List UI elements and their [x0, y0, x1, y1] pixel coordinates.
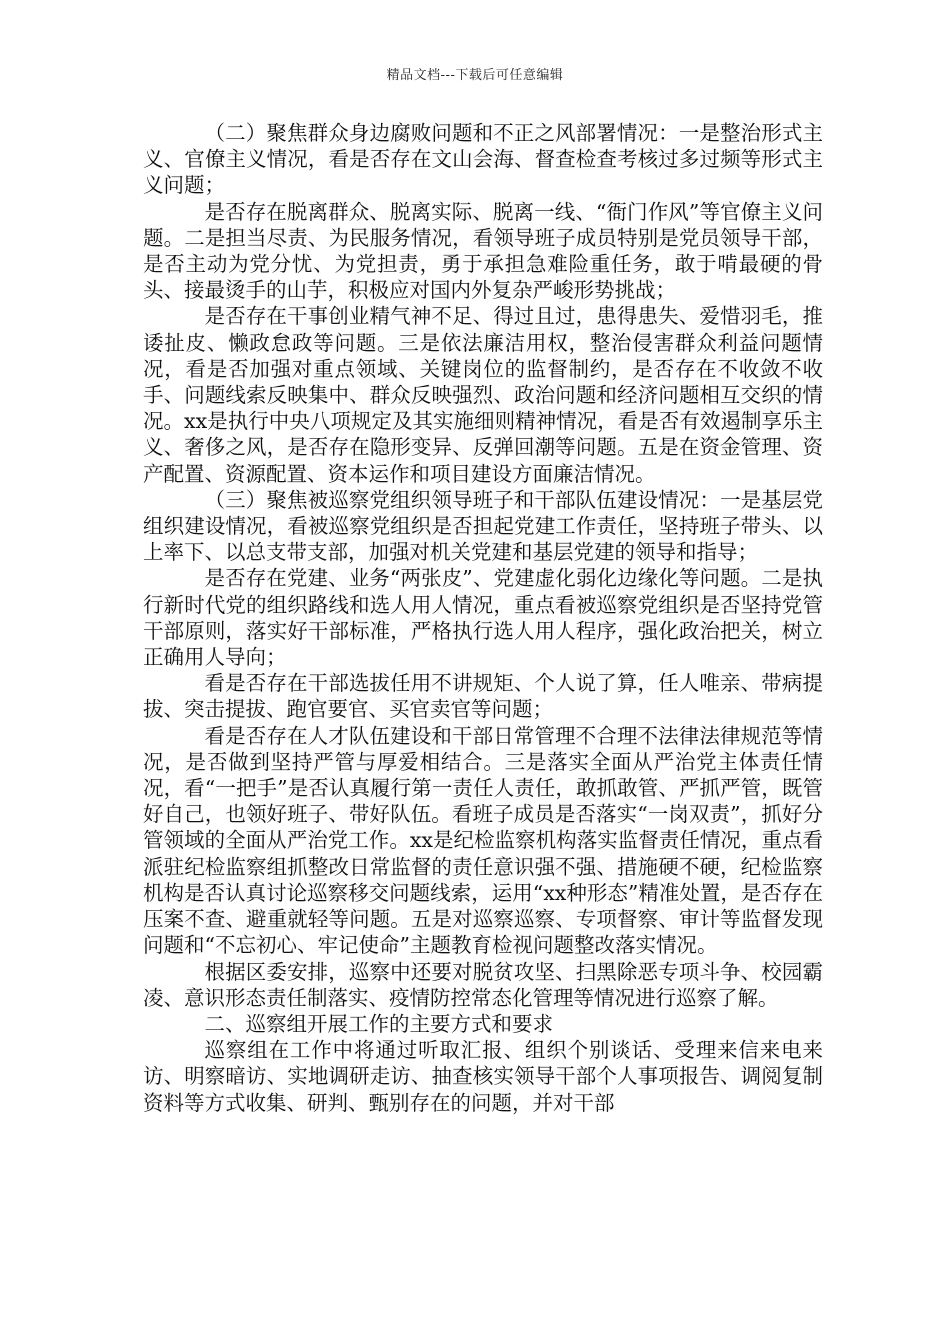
- paragraph: （三）聚焦被巡察党组织领导班子和干部队伍建设情况：一是基层党组织建设情况，看被巡察党组织是否担起党建工作责任，坚持班子带头、以上率下、以总支带支部，加强对机关党建和基层党建的领导和指导；: [143, 487, 823, 565]
- page-header: 精品文档---下载后可任意编辑: [386, 68, 564, 83]
- paragraph: （二）聚焦群众身边腐败问题和不正之风部署情况：一是整治形式主义、官僚主义情况，看是否存在文山会海、督查检查考核过多过频等形式主义问题；: [143, 121, 823, 198]
- paragraph: 是否存在党建、业务“两张皮”、党建虚化弱化边缘化等问题。二是执行新时代党的组织路线和选人用人情况，重点看被巡察党组织是否坚持党管干部原则，落实好干部标准，严格执行选人用人程序，强化政治把关，树立正确用人导向；: [143, 566, 823, 670]
- paragraph: 看是否存在干部选拔任用不讲规矩、个人说了算，任人唯亲、带病提拔、突击提拔、跑官要官、买官卖官等问题；: [143, 671, 823, 722]
- paragraph: 根据区委安排，巡察中还要对脱贫攻坚、扫黑除恶专项斗争、校园霸凌、意识形态责任制落实、疫情防控常态化管理等情况进行巡察了解。: [143, 959, 823, 1010]
- section-heading: 二、巡察组开展工作的主要方式和要求: [204, 1011, 553, 1036]
- paragraph: 看是否存在人才队伍建设和干部日常管理不合理不法律法律规范等情况，是否做到坚持严管与厚爱相结合。三是落实全面从严治党主体责任情况，看“一把手”是否认真履行第一责任人责任，敢抓敢管、严抓严管，既管好自己，也领好班子、带好队伍。看班子成员是否落实“一岗双责”，抓好分管领域的全面从严治党工作。xx是纪检监察机构落实监督责任情况，重点看派驻纪检监察组抓整改日常监督的责任意识强不强、措施硬不硬，纪检监察机构是否认真讨论巡察移交问题线索，运用“xx种形态”精准处置，是否存在压案不查、避重就轻等问题。五是对巡察巡察、专项督察、审计等监督发现问题和“不忘初心、牢记使命”主题教育检视问题整改落实情况。: [143, 723, 823, 958]
- document-body: [143, 120, 823, 1116]
- paragraph: 巡察组在工作中将通过听取汇报、组织个别谈话、受理来信来电来访、明察暗访、实地调研走访、抽查核实领导干部个人事项报告、调阅复制资料等方式收集、研判、甄别存在的问题，并对干部: [143, 1038, 823, 1115]
- paragraph: 是否存在干事创业精气神不足、得过且过，患得患失、爱惜羽毛，推诿扯皮、懒政怠政等问题。三是依法廉洁用权，整治侵害群众利益问题情况，看是否加强对重点领域、关键岗位的监督制约，是否存在不收敛不收手、问题线索反映集中、群众反映强烈、政治问题和经济问题相互交织的情况。xx是执行中央八项规定及其实施细则精神情况，看是否有效遏制享乐主义、奢侈之风，是否存在隐形变异、反弹回潮等问题。五是在资金管理、资产配置、资源配置、资本运作和项目建设方面廉洁情况。: [143, 304, 823, 486]
- paragraph: 是否存在脱离群众、脱离实际、脱离一线、“衙门作风”等官僚主义问题。二是担当尽责、为民服务情况，看领导班子成员特别是党员领导干部，是否主动为党分忧、为党担责，勇于承担急难险重任务，敢于啃最硬的骨头、接最烫手的山芋，积极应对国内外复杂严峻形势挑战；: [143, 199, 823, 303]
